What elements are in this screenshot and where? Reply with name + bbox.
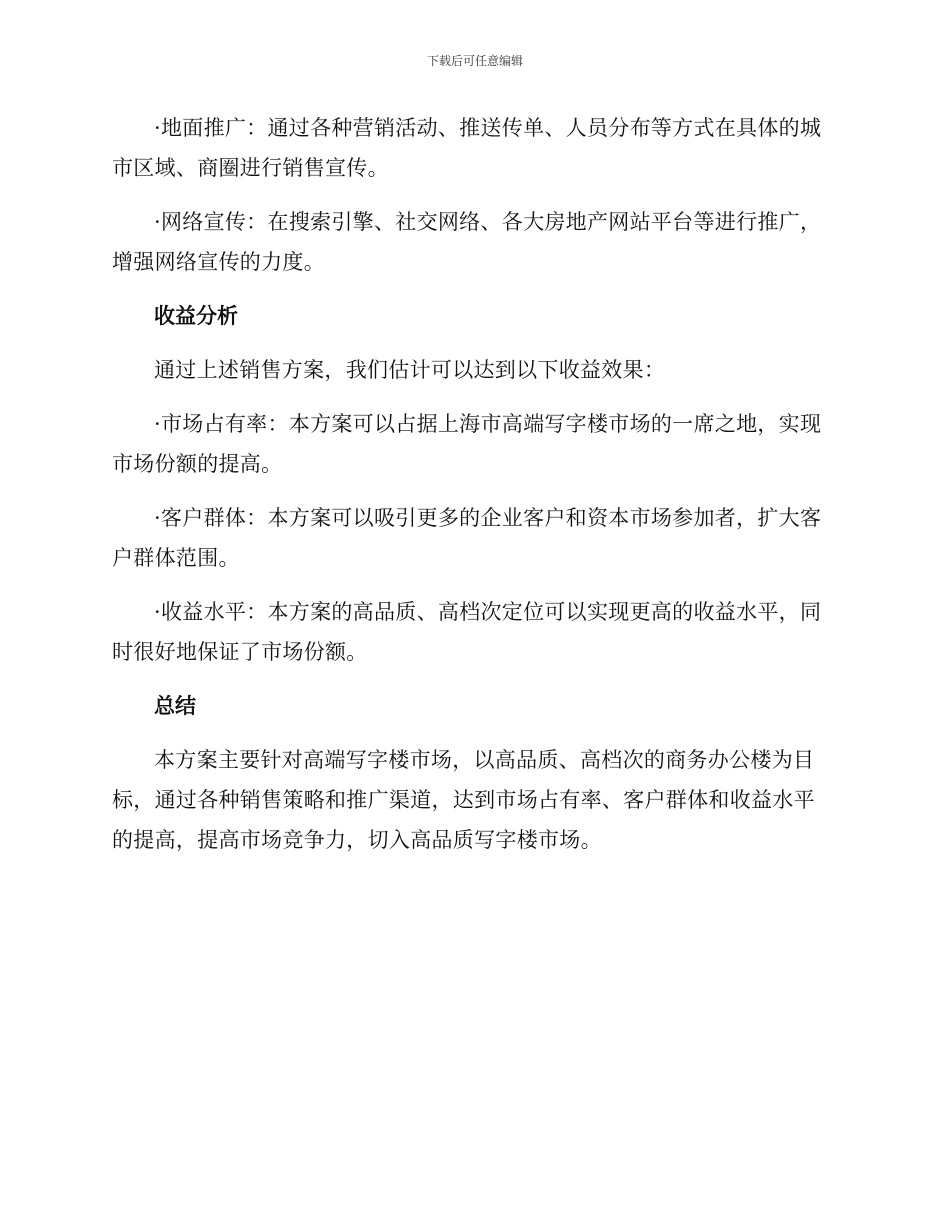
paragraph-ground-promotion: ·地面推广：通过各种营销活动、推送传单、人员分布等方式在具体的城市区域、商圈进行销售宣传。 [112,116,822,180]
page-header: 下载后可任意编辑 [426,54,523,68]
paragraph-customer-group: ·客户群体：本方案可以吸引更多的企业客户和资本市场参加者，扩大客户群体范围。 [112,506,822,570]
document-body [112,108,832,874]
paragraph-revenue-intro: 通过上述销售方案，我们估计可以达到以下收益效果： [154,358,666,382]
paragraph-summary: 本方案主要针对高端写字楼市场，以高品质、高档次的商务办公楼为目标，通过各种销售策略和推广渠道，达到市场占有率、客户群体和收益水平的提高，提高市场竞争力，切入高品质写字楼市场。 [112,748,815,852]
paragraph-revenue-level: ·收益水平：本方案的高品质、高档次定位可以实现更高的收益水平，同时很好地保证了市场份额。 [112,600,822,664]
section-heading-summary: 总结 [154,694,196,718]
paragraph-online-promotion: ·网络宣传：在搜索引擎、社交网络、各大房地产网站平台等进行推广，增强网络宣传的力度。 [112,210,822,274]
section-heading-revenue-analysis: 收益分析 [154,304,238,328]
paragraph-market-share: ·市场占有率：本方案可以占据上海市高端写字楼市场的一席之地，实现市场份额的提高。 [112,412,822,476]
